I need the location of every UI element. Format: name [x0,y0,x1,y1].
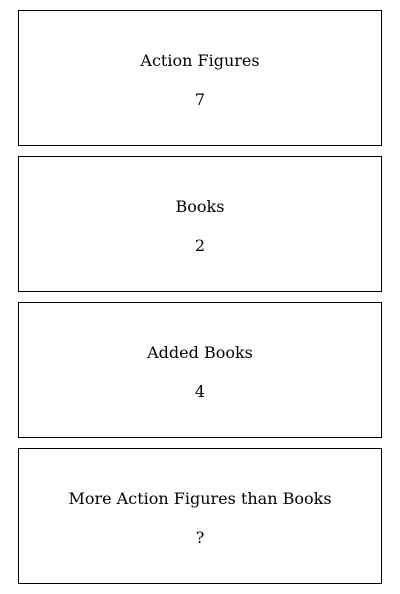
card-label: More Action Figures than Books [68,489,332,508]
card-label: Action Figures [140,51,260,70]
card-action-figures [18,10,382,146]
card-value: ? [195,528,205,547]
card-more-action-figures-than-books [18,448,382,584]
card-added-books [18,302,382,438]
card-value: 7 [194,90,206,109]
card-value: 2 [194,236,206,255]
card-books [18,156,382,292]
card-label: Added Books [147,343,253,362]
card-label: Books [175,197,225,216]
card-value: 4 [194,382,206,401]
